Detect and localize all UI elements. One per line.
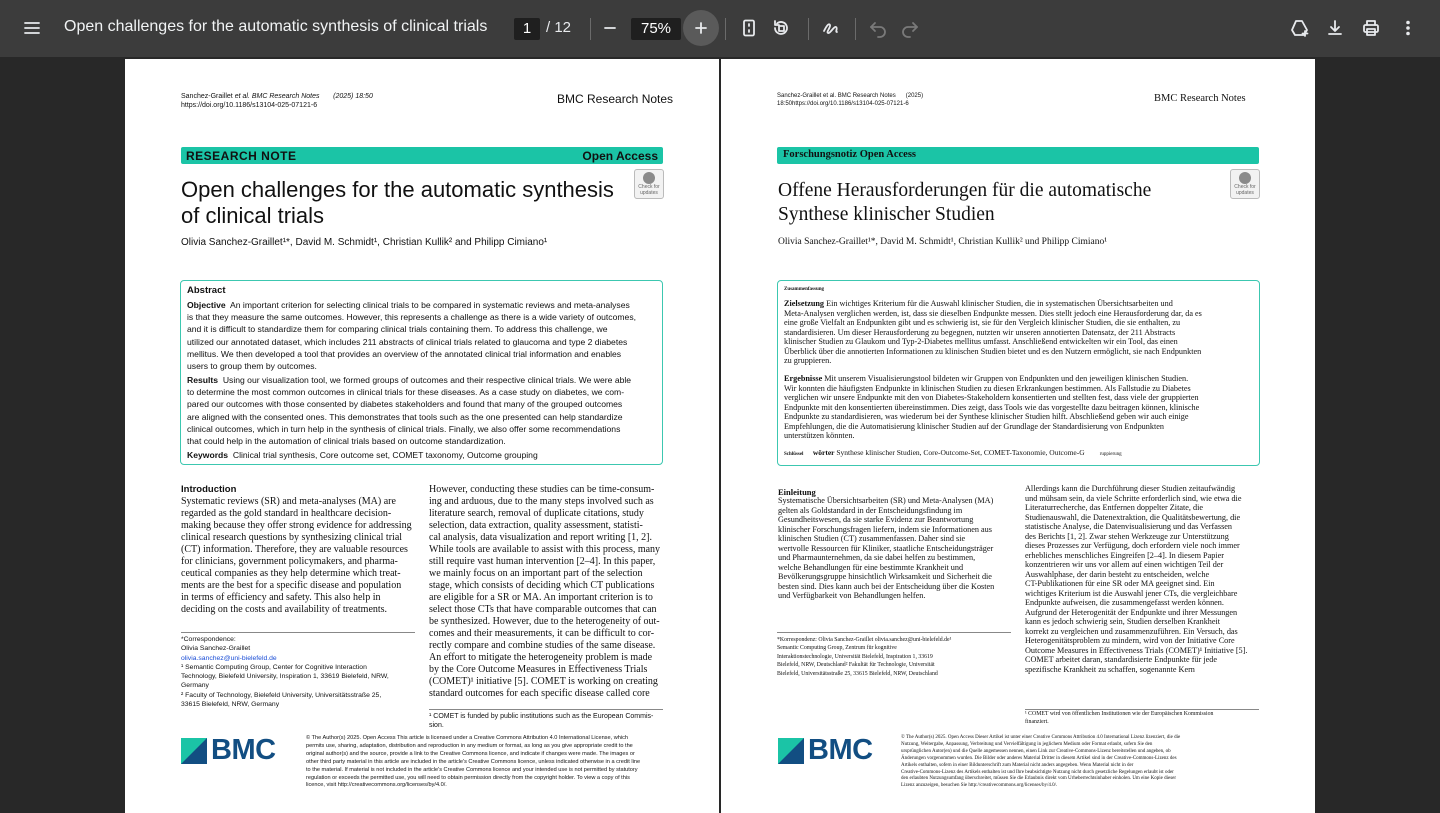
more-icon[interactable] xyxy=(1390,10,1426,46)
abstract-keywords: Schlüssel wörter Synthese klinischer Studien, Core-Outcome-Set, COMET-Taxonomie, Outcome-G ruppierung xyxy=(784,448,1122,457)
document-title: Open challenges for the automatic synthesis of clinical trials xyxy=(64,18,488,35)
abstract-box xyxy=(777,280,1260,466)
menu-icon[interactable] xyxy=(14,10,50,46)
current-page-input[interactable]: 1 xyxy=(514,18,540,40)
license-text: © The Author(s) 2025. Open Access This article is licensed under a Creative Commons Attribution 4.0 International License, which permits use, sharing, adaptation, distribution and reproduction in any medium or format, as long as you give appropriate credit to the original author(s) and the source, provide a link to the Creative Commons licence, and indicate if changes were made. The images or other third party material in this article are included in the article's Creative Commons licence, unless indicated otherwise in a credit line to the material. If material is not included in the article's Creative Commons licence and your intended use is not permitted by statutory regulation or exceeds the permitted use, you will need to obtain permission directly from the copyright holder. To view a copy of this licence, visit http://creativecommons.org/licenses/by/4.0/. xyxy=(306,735,641,789)
article-type-banner xyxy=(181,147,663,164)
pdf-page-1 xyxy=(125,59,719,813)
intro-right-column: However, conducting these studies can be time-consum- ing and arduous, due to the many steps involved such as literature search, removal of duplicate citations, study selection, data extraction, quality assessment, statisti- cal analysis, data visualization and report writing [1, 2]. While tools are available to assist with this process, many still require vast human intervention [2–4]. In this paper, we mainly focus on an important part of the selection stage, which consists of deciding which CT publications are eligible for a SR or MA. An important criterion is to select those CTs that have comparable outcomes that can be synthesized. However, due to the heterogeneity of out- comes and their measurements, it can be difficult to cor- rectly compare and combine studies of the same disease. An effort to mitigate the heterogeneity problem is made by the Core Outcome Measures in Effectiveness Trials (COMET)¹ initiative [5]. COMET is working on creating standard outcomes for each specific disease called core xyxy=(429,484,661,699)
header-doi[interactable]: 18:50https://doi.org/10.1186/s13104-025-07121-6 xyxy=(777,101,909,107)
abstract-heading: Abstract xyxy=(187,285,226,296)
header-journal: et al. BMC Research Notes xyxy=(234,93,320,100)
bmc-logo: BMC xyxy=(181,734,276,767)
intro-left-column: Systematische Übersichtsarbeiten (SR) und Meta-Analysen (MA) gelten als Goldstandard in der Entscheidungsfindung im Gesundheitswesen, da sie starke Evidenz zur Beantwortung klinischer Forschungsfragen liefern, indem sie Informationen aus klinischen Studien (CT) zusammenfassen. Daher sind sie wertvolle Ressourcen für Kliniker, staatliche Entscheidungsträger und Pharmaunternehmen, da sie dabei helfen zu bestimmen, welche Behandlungen für eine bestimmte Krankheit und Bevölkerungsgruppe hinsichtlich Wirksamkeit und Sicherheit die besten sind. Dies kann auch bei der Entscheidung über die Kosten und Verfügbarkeit von Behandlungen helfen. xyxy=(778,496,995,600)
zoom-in-icon[interactable] xyxy=(683,10,719,46)
page-total: / 12 xyxy=(546,19,572,36)
abstract-objective: Zielsetzung Ein wichtiges Kriterium für die Auswahl klinischer Studien, die in systematischen Übersichtsarbeiten und Meta-Analysen verglichen werden, ist, dass sie dieselben Endpunkte messen. Dies stellt jedoch eine Herausforderung dar, da es eine große Vielfalt an Endpunkten gibt und es schwierig ist, sie für den Vergleich klinischer Studien, die sie enthalten, zu standardisieren. Um dieser Herausforderung zu begegnen, nutzten wir unseren annotierten Datensatz, der 211 Abstracts klinischer Studien zu Glaukom und Typ-2-Diabetes mellitus umfasst. Anschließend entwickelten wir ein Tool, das einen Überblick über die annotierten Informationen zu klinischen Studien bietet und es den Nutzern ermöglicht, sie nach Endpunkten zu gruppieren. xyxy=(784,299,1202,365)
toolbar-divider xyxy=(590,18,591,40)
introduction-heading: Introduction xyxy=(181,484,237,495)
print-icon[interactable] xyxy=(1353,10,1389,46)
correspondence-email[interactable]: olivia.sanchez@uni-bielefeld.de xyxy=(181,654,277,662)
check-for-updates-badge[interactable]: Check for updates xyxy=(1230,169,1260,199)
abstract-keywords: Keywords Clinical trial synthesis, Core outcome set, COMET taxonomy, Outcome grouping xyxy=(187,450,538,460)
journal-name: BMC Research Notes xyxy=(1154,93,1246,104)
redo-icon[interactable] xyxy=(892,10,928,46)
intro-right-column: Allerdings kann die Durchführung dieser Studien zeitaufwändig und mühsam sein, da viele Schritte erforderlich sind, wie etwa die Literaturrecherche, das Entfernen doppelter Zitate, die Studienauswahl, die Datenextraktion, die Qualitätsbewertung, die statistische Analyse, die Datenvisualisierung und das Verfassen des Berichts [1, 2]. Zwar stehen Werkzeuge zur Unterstützung dieses Prozesses zur Verfügung, doch erfordern viele noch immer erhebliches menschliches Eingreifen [2–4]. In diesem Papier konzentrieren wir uns vor allem auf einen wichtigen Teil der Auswahlphase, der darin besteht zu entscheiden, welche CT-Publikationen für eine SR oder MA geeignet sind. Ein wichtiges Kriterium ist die Auswahl jener CTs, die vergleichbare Endpunkte aufweisen, die zusammengefasst werden können. Aufgrund der Heterogenität der Endpunkte und ihrer Messungen kann es jedoch schwierig sein, Studien derselben Krankheit korrekt zu vergleichen und zusammenzuführen. Ein Versuch, das Heterogenitätsproblem zu mindern, wird von der Initiative Core Outcome Measures in Effectiveness Trials (COMET)¹ Initiative [5]. COMET arbeitet daran, standardisierte Endpunkte für jede spezifische Krankheit zu schaffen, sogenannte Kern xyxy=(1025,484,1248,674)
zoom-out-icon[interactable] xyxy=(592,10,628,46)
undo-icon[interactable] xyxy=(860,10,896,46)
intro-left-column: Systematic reviews (SR) and meta-analyses (MA) are regarded as the gold standard in healthcare decision- making because they offer strong evidence for addressing clinical research questions by synthesizing clinical trial (CT) information. Therefore, they are valuable resources for clinicians, government policymakers, and pharma- ceutical companies as they help determine which treat- ments are the best for a specific disease and population in terms of efficiency and safety. This also help in deciding on the costs and availability of treatments. xyxy=(181,496,412,615)
check-updates-icon xyxy=(643,172,655,184)
toolbar-divider xyxy=(855,18,856,40)
toolbar-divider xyxy=(725,18,726,40)
bmc-logo: BMC xyxy=(778,734,873,767)
check-for-updates-badge[interactable]: Check for updates xyxy=(634,169,664,199)
toolbar-divider xyxy=(808,18,809,40)
author-list: Olivia Sanchez-Graillet¹*, David M. Schmidt¹, Christian Kullik² and Philipp Cimiano¹ xyxy=(181,237,548,248)
pdf-toolbar xyxy=(0,0,1440,57)
author-list: Olivia Sanchez-Graillet¹*, David M. Schmidt¹, Christian Kullik² und Philipp Cimiano¹ xyxy=(778,237,1108,247)
footnote-divider xyxy=(429,709,663,710)
article-title: Offene Herausforderungen für die automatische Synthese klinischer Studien xyxy=(778,180,1152,225)
article-title: Open challenges for the automatic synthesis of clinical trials xyxy=(181,177,614,228)
article-type-banner xyxy=(777,147,1259,164)
check-updates-icon xyxy=(1239,172,1251,184)
abstract-objective: Objective An important criterion for selecting clinical trials to be compared in systematic reviews and meta-analyses is that they measure the same outcomes. However, this represents a challenge as there is a wide variety of outcomes, and it is difficult to standardize them for comparing clinical trials containing them. To address this challenge, we utilized our annotated dataset, which includes 211 abstracts of clinical trials related to glaucoma and type 2 diabetes mellitus. We then developed a tool that provides an overview of the annotated clinical trial information and enables users to group them by outcomes. xyxy=(187,300,637,372)
annotate-icon[interactable] xyxy=(813,10,849,46)
banner-open-access: Open Access xyxy=(582,149,658,163)
banner-research-note: RESEARCH NOTE xyxy=(186,149,297,163)
zoom-level-input[interactable]: 75% xyxy=(631,18,681,40)
header-doi[interactable]: https://doi.org/10.1186/s13104-025-07121-6 xyxy=(181,102,318,109)
footnote-divider xyxy=(777,632,1011,633)
abstract-results: Ergebnisse Mit unserem Visualisierungstool bildeten wir Gruppen von Endpunkten und den jeweiligen klinischen Studien. Wir konnten die häufigsten Endpunkte in klinischen Studien zu diesen Erkrankungen bestimmen. Als Fallstudie zu Diabetes verglichen wir unsere Endpunkte mit den von Diabetes-Stakeholdern konsentierten und stellten fest, dass viele der gruppierten Endpunkte mit den konsentierten übereinstimmen. Dies zeigt, dass Tools wie das vorgestellte dazu beitragen können, klinische Endpunkte zu standardisieren, was wiederum bei der Synthese klinischer Studien hilft. Abschließend geben wir auch einige Empfehlungen, die die Automatisierung klinischer Studien auf der Grundlage der Standardisierung von Endpunkten unterstützen könnten. xyxy=(784,374,1200,440)
correspondence-block: *Correspondence: Olivia Sanchez-Graillet olivia.sanchez@uni-bielefeld.de ¹ Semantic Computing Group, Center for Cognitive Interaction Technology, Bielefeld University, Inspiration 1, 33619 Bielefeld, NRW, Germany ² Faculty of Technology, Bielefeld University, Universitätsstraße 25, 33615 Bielefeld, NRW, Germany xyxy=(181,635,421,709)
license-text: © The Author(s) 2025. Open Access Dieser Artikel ist unter einer Creative Commons Attribution 4.0 International Lizenz lizenziert, die die Nutzung, Weitergabe, Anpassung, Verbreitung und Vervielfältigung in jeglichem Medium oder Format erlaubt, sofern Sie den ursprünglichen Autor(en) und die Quelle angemessen nennen, einen Link zur Creative-Commons-Lizenz bereitstellen und angeben, ob Änderungen vorgenommen wurden. Die Bilder oder anderes Material Dritter in diesem Artikel sind in der Creative-Commons-Lizenz des Artikels enthalten, sofern in einer Bildunterschrift zum Material nicht anders angegeben. Wenn Material nicht in der Creative-Commons-Lizenz des Artikels enthalten ist und Ihre beabsichtigte Nutzung nicht durch gesetzliche Regelungen erlaubt ist oder den erlaubten Nutzungsumfang überschreitet, müssen Sie die Erlaubnis direkt vom Urheberrechtsinhaber einholen. Um eine Kopie dieser Lizenz anzuzeigen, besuchen Sie http://creativecommons.org/licenses/by/4.0/. xyxy=(901,735,1181,789)
header-year: (2025) 18:50 xyxy=(333,93,373,100)
bmc-logo-mark xyxy=(778,738,804,764)
add-to-drive-icon[interactable] xyxy=(1282,10,1318,46)
abstract-box xyxy=(180,280,663,465)
comet-footnote: ¹ COMET is funded by public institutions such as the European Commis- sion. xyxy=(429,713,654,729)
pdf-page-2 xyxy=(721,59,1315,813)
journal-name: BMC Research Notes xyxy=(557,92,674,106)
abstract-heading: Zusammenfassung xyxy=(784,287,825,292)
bmc-logo-mark xyxy=(181,738,207,764)
footnote-divider xyxy=(1025,709,1259,710)
rotate-icon[interactable] xyxy=(763,10,799,46)
introduction-heading: Einleitung xyxy=(778,487,816,497)
page-header-citation: Sanchez-Graillet et al. BMC Research Notes (2025) 18:50https://doi.org/10.1186/s13104-025-07121-6 xyxy=(777,93,924,107)
page-header-citation xyxy=(181,92,373,101)
fit-page-icon[interactable] xyxy=(731,10,767,46)
footnote-divider xyxy=(181,632,415,633)
download-icon[interactable] xyxy=(1317,10,1353,46)
comet-footnote: ¹ COMET wird von öffentlichen Institutionen wie der Europäischen Kommission finanziert. xyxy=(1025,711,1214,725)
banner-forschungsnotiz: Forschungsnotiz Open Access xyxy=(783,149,917,160)
header-authors: Sanchez-Graillet xyxy=(181,93,233,100)
abstract-results: Results Using our visualization tool, we formed groups of outcomes and their respective clinical trials. We were able to determine the most common outcomes in clinical trials for these diseases. As a case study on diabetes, we com- pared our outcomes with those consented by diabetes stakeholders and found that many of the grouped outcomes are aligned with the consented ones. This demonstrates that tools such as the one presented can help standardize clinical outcomes, which in turn help in the synthesis of clinical trials. Finally, we also offer some recommendations that could help in the automation of clinical trials based on outcome standardization. xyxy=(187,375,632,447)
correspondence-block: *Korrespondenz: Olivia Sanchez-Graillet olivia.sanchez@uni-bielefeld.de¹ Semantic Computing Group, Zentrum für kognitive Interaktionstechnologie, Universität Bielefeld, Inspiration 1, 33619 Bielefeld, NRW, Deutschland² Fakultät für Technologie, Universität Bielefeld, Universitätsstraße 25, 33615 Bielefeld, NRW, Deutschland xyxy=(777,637,952,677)
